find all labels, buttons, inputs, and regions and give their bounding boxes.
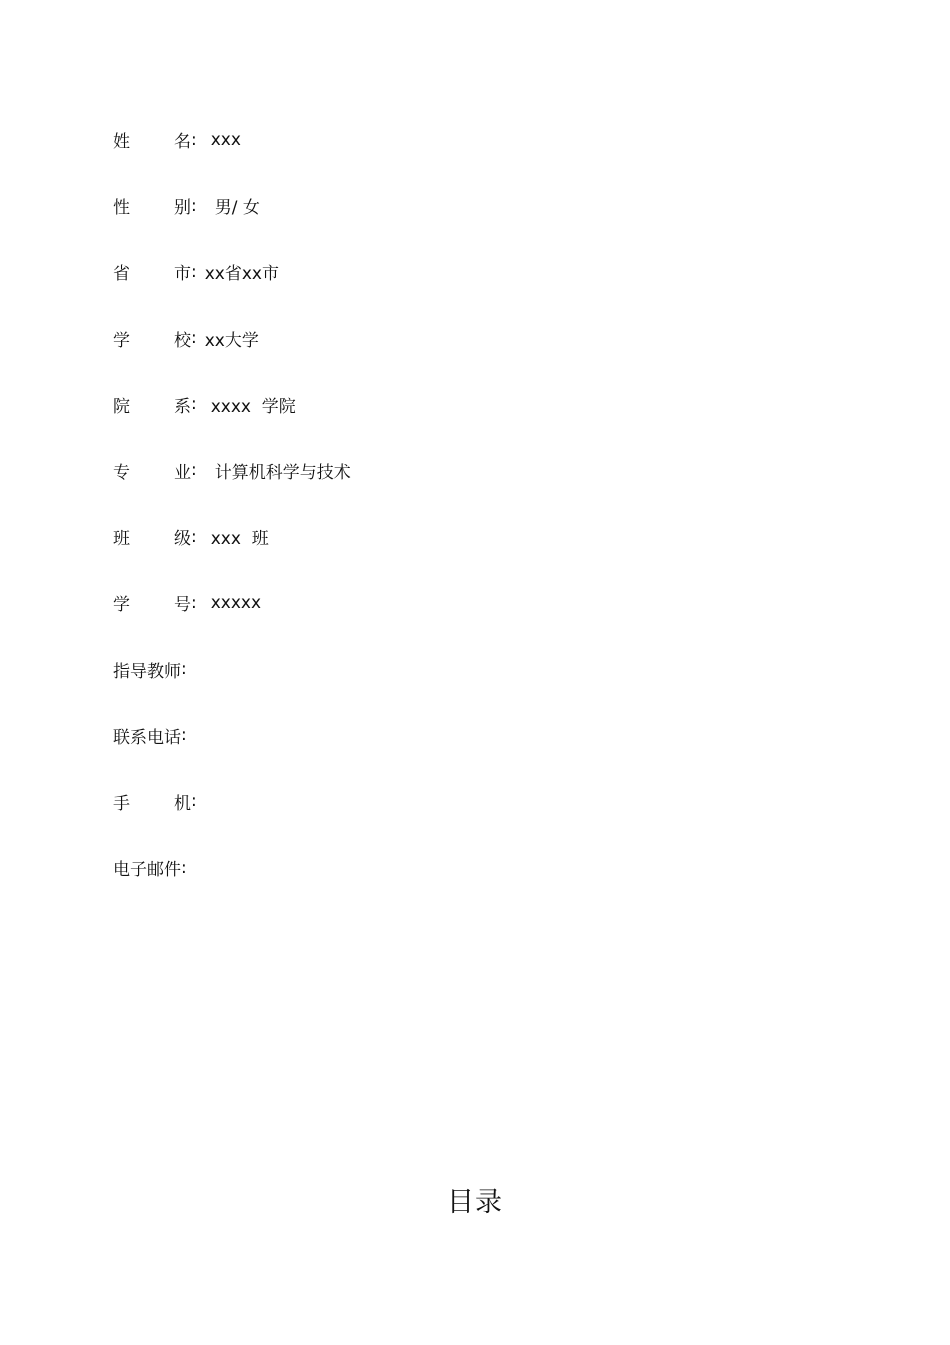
info-value: xx省xx市: [204, 264, 279, 285]
table-of-contents-title: 目录: [447, 1187, 503, 1218]
info-label: 电子邮件: [113, 860, 181, 881]
info-colon: :: [191, 791, 197, 812]
info-row-mobile: [113, 788, 351, 815]
info-label: 省市: [113, 264, 191, 285]
info-value: 男/ 女: [214, 198, 260, 219]
info-row-student-id: [113, 589, 351, 616]
info-label: 班级: [113, 529, 191, 550]
personal-info-list: [113, 126, 351, 920]
info-colon: :: [191, 261, 197, 282]
info-label: 性别: [113, 198, 191, 219]
info-row-department: [113, 391, 351, 418]
info-row-major: [113, 457, 351, 484]
info-colon: :: [191, 394, 197, 415]
info-colon: :: [191, 129, 197, 150]
info-colon: :: [181, 725, 187, 746]
info-colon: :: [191, 526, 197, 547]
info-value: xxx 班: [210, 529, 269, 550]
info-row-name: [113, 126, 351, 153]
info-label: 学校: [113, 330, 191, 351]
info-row-gender: [113, 192, 351, 219]
info-label: 姓名: [113, 132, 191, 152]
info-colon: :: [191, 592, 197, 613]
info-row-advisor: [113, 656, 351, 683]
info-row-province-city: [113, 258, 351, 285]
info-colon: :: [191, 460, 197, 481]
info-value: xx大学: [204, 330, 259, 351]
info-value: xxxx 学院: [210, 396, 296, 417]
info-label: 联系电话: [113, 727, 181, 748]
info-value: xxx: [210, 129, 241, 150]
info-label: 专业: [113, 462, 191, 483]
info-colon: :: [191, 195, 197, 216]
info-row-school: [113, 325, 351, 352]
info-label: 学号: [113, 595, 191, 616]
info-label: 院系: [113, 396, 191, 417]
info-colon: :: [181, 857, 187, 878]
info-value: 计算机科学与技术: [214, 462, 351, 483]
info-colon: :: [181, 659, 187, 679]
info-colon: :: [191, 328, 197, 349]
info-value: xxxxx: [210, 592, 262, 613]
info-row-phone: [113, 722, 351, 749]
info-label: 指导教师: [113, 661, 181, 682]
info-row-email: [113, 854, 351, 881]
info-row-class: [113, 523, 351, 550]
info-label: 手机: [113, 793, 191, 814]
